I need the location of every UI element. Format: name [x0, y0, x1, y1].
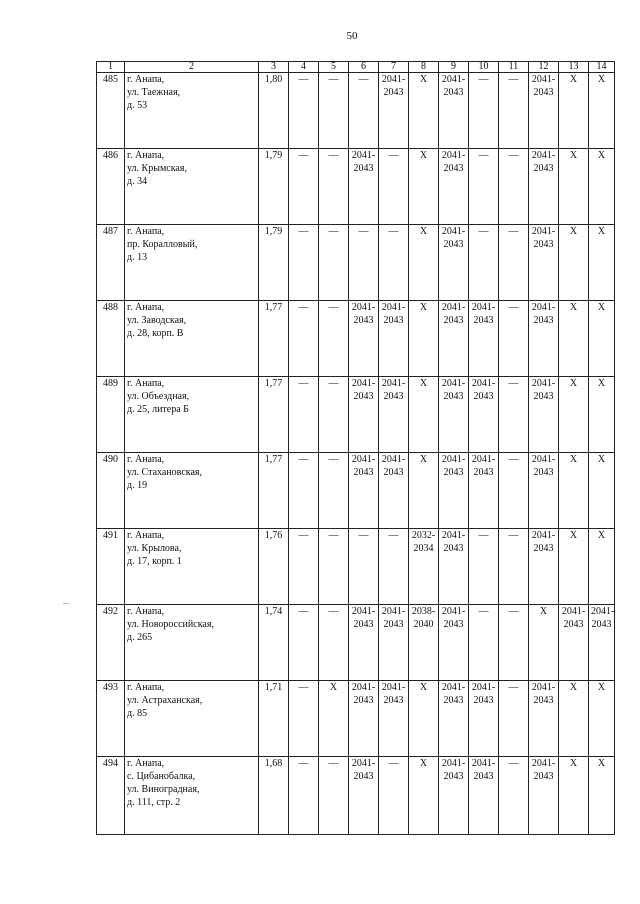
period-cell: —: [289, 225, 319, 301]
period-cell: —: [469, 529, 499, 605]
column-header: 12: [529, 62, 559, 73]
period-cell: —: [499, 377, 529, 453]
address-cell: г. Анапа, ул. Крылова, д. 17, корп. 1: [125, 529, 259, 605]
period-cell: Х: [559, 149, 589, 225]
period-cell: —: [289, 149, 319, 225]
period-cell: 2041- 2043: [379, 301, 409, 377]
period-cell: —: [499, 681, 529, 757]
period-cell: 2041- 2043: [379, 73, 409, 149]
address-cell: г. Анапа, ул. Крымская, д. 34: [125, 149, 259, 225]
period-cell: —: [289, 529, 319, 605]
period-cell: 2041- 2043: [529, 757, 559, 835]
address-cell: г. Анапа, ул. Астраханская, д. 85: [125, 681, 259, 757]
column-header: 10: [469, 62, 499, 73]
period-cell: 2041- 2043: [469, 681, 499, 757]
period-cell: —: [289, 377, 319, 453]
period-cell: —: [289, 605, 319, 681]
period-cell: 2041- 2043: [439, 681, 469, 757]
row-number: 490: [97, 453, 125, 529]
period-cell: Х: [589, 301, 615, 377]
period-cell: 2041- 2043: [469, 757, 499, 835]
row-number: 488: [97, 301, 125, 377]
registry-table: [96, 61, 615, 835]
period-cell: 2041- 2043: [379, 377, 409, 453]
table-row: [97, 757, 615, 835]
period-cell: —: [349, 225, 379, 301]
period-cell: —: [499, 225, 529, 301]
period-cell: —: [499, 529, 529, 605]
period-cell: 2041- 2043: [439, 529, 469, 605]
period-cell: 2041- 2043: [349, 149, 379, 225]
column-header: 3: [259, 62, 289, 73]
period-cell: 2041- 2043: [439, 605, 469, 681]
period-cell: —: [319, 757, 349, 835]
period-cell: —: [319, 529, 349, 605]
period-cell: 2041- 2043: [589, 605, 615, 681]
period-cell: 2038- 2040: [409, 605, 439, 681]
column-header: 1: [97, 62, 125, 73]
period-cell: —: [289, 453, 319, 529]
address-cell: г. Анапа, ул. Объездная, д. 25, литера Б: [125, 377, 259, 453]
period-cell: Х: [589, 377, 615, 453]
address-cell: г. Анапа, ул. Таежная, д. 53: [125, 73, 259, 149]
period-cell: —: [499, 149, 529, 225]
column-header: 9: [439, 62, 469, 73]
period-cell: Х: [409, 681, 439, 757]
period-cell: Х: [589, 73, 615, 149]
period-cell: 2041- 2043: [469, 453, 499, 529]
period-cell: 2041- 2043: [529, 301, 559, 377]
period-cell: 2041- 2043: [559, 605, 589, 681]
table-row: [97, 149, 615, 225]
period-cell: Х: [409, 149, 439, 225]
column-header: 5: [319, 62, 349, 73]
column-header: 7: [379, 62, 409, 73]
period-cell: Х: [589, 757, 615, 835]
row-number: 494: [97, 757, 125, 835]
row-number: 489: [97, 377, 125, 453]
period-cell: 2041- 2043: [349, 453, 379, 529]
period-cell: —: [469, 225, 499, 301]
cost-cell: 1,71: [259, 681, 289, 757]
period-cell: —: [379, 149, 409, 225]
period-cell: —: [319, 605, 349, 681]
period-cell: Х: [589, 453, 615, 529]
period-cell: —: [469, 149, 499, 225]
table-row: [97, 605, 615, 681]
period-cell: 2032- 2034: [409, 529, 439, 605]
period-cell: —: [499, 73, 529, 149]
table-row: [97, 377, 615, 453]
column-header: 8: [409, 62, 439, 73]
row-number: 487: [97, 225, 125, 301]
period-cell: 2041- 2043: [529, 73, 559, 149]
column-header: 13: [559, 62, 589, 73]
table-row: [97, 681, 615, 757]
period-cell: 2041- 2043: [469, 301, 499, 377]
period-cell: —: [379, 225, 409, 301]
table-body: [97, 73, 615, 835]
period-cell: Х: [589, 529, 615, 605]
period-cell: Х: [559, 529, 589, 605]
period-cell: 2041- 2043: [439, 149, 469, 225]
period-cell: 2041- 2043: [439, 225, 469, 301]
period-cell: —: [499, 301, 529, 377]
period-cell: Х: [409, 225, 439, 301]
period-cell: —: [499, 605, 529, 681]
cost-cell: 1,74: [259, 605, 289, 681]
cost-cell: 1,68: [259, 757, 289, 835]
page-number: 50: [346, 30, 358, 42]
period-cell: Х: [589, 225, 615, 301]
column-header: 11: [499, 62, 529, 73]
period-cell: —: [349, 73, 379, 149]
row-number: 486: [97, 149, 125, 225]
period-cell: 2041- 2043: [439, 301, 469, 377]
address-cell: г. Анапа, ул. Стахановская, д. 19: [125, 453, 259, 529]
address-cell: г. Анапа, с. Цибанобалка, ул. Виноградная, д. 111, стр. 2: [125, 757, 259, 835]
table-row: [97, 453, 615, 529]
period-cell: 2041- 2043: [529, 225, 559, 301]
cost-cell: 1,79: [259, 149, 289, 225]
address-cell: г. Анапа, ул. Новороссийская, д. 265: [125, 605, 259, 681]
period-cell: —: [319, 149, 349, 225]
period-cell: 2041- 2043: [529, 377, 559, 453]
period-cell: Х: [409, 453, 439, 529]
period-cell: —: [499, 757, 529, 835]
period-cell: 2041- 2043: [529, 453, 559, 529]
period-cell: Х: [559, 377, 589, 453]
period-cell: —: [289, 757, 319, 835]
row-number: 485: [97, 73, 125, 149]
period-cell: 2041- 2043: [349, 605, 379, 681]
cost-cell: 1,77: [259, 377, 289, 453]
period-cell: —: [499, 453, 529, 529]
cost-cell: 1,77: [259, 453, 289, 529]
period-cell: Х: [559, 681, 589, 757]
period-cell: —: [289, 73, 319, 149]
period-cell: —: [469, 605, 499, 681]
table-row: [97, 301, 615, 377]
table-row: [97, 225, 615, 301]
table-row: [97, 529, 615, 605]
cost-cell: 1,77: [259, 301, 289, 377]
period-cell: Х: [409, 301, 439, 377]
column-header: 6: [349, 62, 379, 73]
period-cell: Х: [529, 605, 559, 681]
period-cell: Х: [559, 301, 589, 377]
column-header: 2: [125, 62, 259, 73]
period-cell: Х: [409, 73, 439, 149]
period-cell: —: [319, 73, 349, 149]
row-number: 491: [97, 529, 125, 605]
period-cell: —: [319, 377, 349, 453]
column-header: 14: [589, 62, 615, 73]
period-cell: Х: [589, 149, 615, 225]
period-cell: —: [379, 757, 409, 835]
period-cell: Х: [409, 757, 439, 835]
period-cell: Х: [559, 73, 589, 149]
period-cell: —: [319, 453, 349, 529]
period-cell: —: [289, 681, 319, 757]
period-cell: 2041- 2043: [469, 377, 499, 453]
period-cell: —: [289, 301, 319, 377]
period-cell: 2041- 2043: [439, 757, 469, 835]
period-cell: 2041- 2043: [349, 757, 379, 835]
period-cell: —: [319, 301, 349, 377]
period-cell: Х: [409, 377, 439, 453]
cost-cell: 1,76: [259, 529, 289, 605]
period-cell: 2041- 2043: [349, 377, 379, 453]
header-row: [97, 62, 615, 73]
period-cell: Х: [319, 681, 349, 757]
period-cell: Х: [559, 225, 589, 301]
row-number: 492: [97, 605, 125, 681]
period-cell: Х: [559, 757, 589, 835]
cost-cell: 1,79: [259, 225, 289, 301]
period-cell: 2041- 2043: [439, 453, 469, 529]
period-cell: —: [349, 529, 379, 605]
period-cell: 2041- 2043: [439, 377, 469, 453]
period-cell: 2041- 2043: [529, 149, 559, 225]
period-cell: —: [379, 529, 409, 605]
period-cell: 2041- 2043: [379, 453, 409, 529]
period-cell: Х: [589, 681, 615, 757]
period-cell: 2041- 2043: [529, 681, 559, 757]
scan-mark: [63, 603, 69, 604]
cost-cell: 1,80: [259, 73, 289, 149]
period-cell: 2041- 2043: [529, 529, 559, 605]
address-cell: г. Анапа, ул. Заводская, д. 28, корп. В: [125, 301, 259, 377]
period-cell: Х: [559, 453, 589, 529]
table-row: [97, 73, 615, 149]
period-cell: 2041- 2043: [379, 681, 409, 757]
period-cell: —: [319, 225, 349, 301]
column-header: 4: [289, 62, 319, 73]
address-cell: г. Анапа, пр. Коралловый, д. 13: [125, 225, 259, 301]
row-number: 493: [97, 681, 125, 757]
period-cell: 2041- 2043: [349, 681, 379, 757]
period-cell: —: [469, 73, 499, 149]
period-cell: 2041- 2043: [439, 73, 469, 149]
period-cell: 2041- 2043: [379, 605, 409, 681]
period-cell: 2041- 2043: [349, 301, 379, 377]
